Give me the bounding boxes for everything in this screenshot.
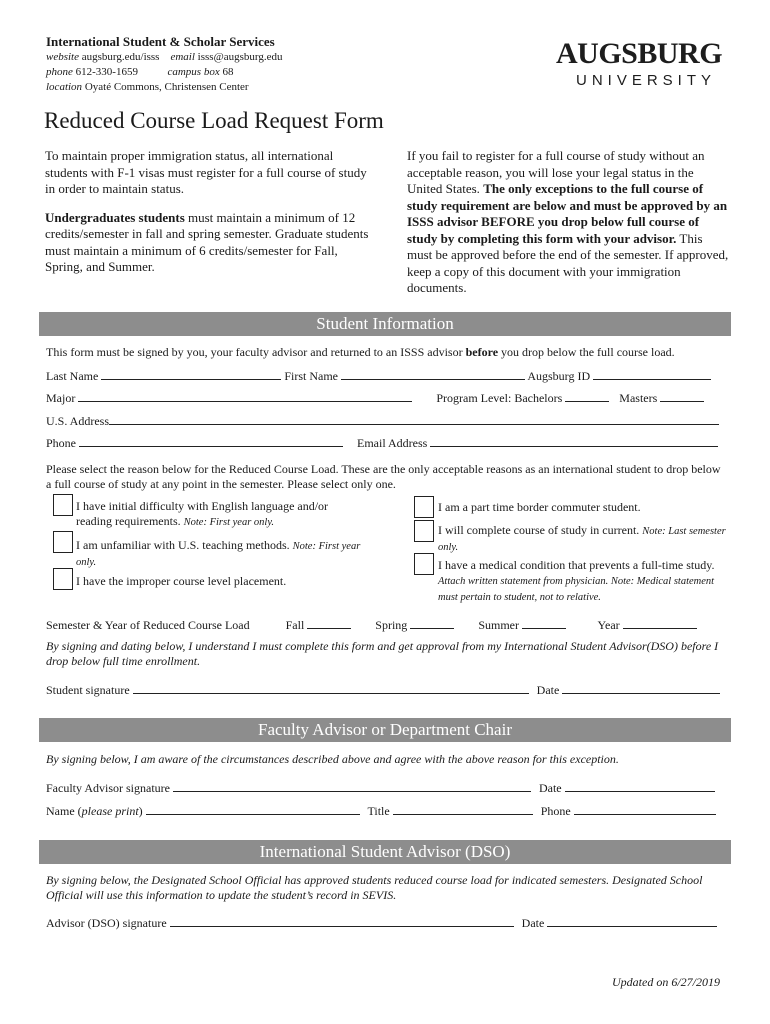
reason-5 [438, 523, 728, 555]
campus-box-value: 68 [222, 66, 234, 78]
email-link[interactable]: isss@augsburg.edu [197, 51, 283, 63]
spring-field[interactable] [410, 617, 454, 629]
year-field[interactable] [623, 617, 697, 629]
reason-checkbox-3[interactable] [53, 568, 73, 590]
location-value: Oyaté Commons, Christensen Center [84, 81, 249, 93]
reason-2 [76, 538, 361, 570]
faculty-date-label: Date [538, 781, 562, 795]
reason-6 [438, 558, 728, 605]
intro-right-p1: If you fail to register for a full course of study without an acceptable reason, you will lose your legal status in the United States. [407, 148, 705, 196]
reason-2-note: Note: First year only. [76, 541, 361, 568]
website-label: website [46, 51, 79, 63]
student-instruction [46, 345, 736, 360]
intro-left [45, 148, 370, 276]
name-close: ) [138, 804, 143, 818]
last-name-field[interactable] [101, 368, 281, 380]
faculty-name-field[interactable] [146, 803, 360, 815]
student-signature-field[interactable] [133, 682, 529, 694]
masters-field[interactable] [660, 390, 704, 402]
reason-4-text: I am a part time border commuter student. [438, 500, 641, 514]
major-field[interactable] [78, 390, 412, 402]
undergrad-rest: must maintain a minimum of 12 credits/semester in fall and spring semester. Graduate students must maintain a minimum of 6 credits/semester for Fall, Spring, and Summer. [45, 209, 369, 274]
year-label: Year [597, 618, 620, 632]
intro-right-p2: This must be approved before the end of the semester. If approved, keep a copy of this document with your immigration documents. [407, 230, 729, 295]
semester-row [46, 617, 697, 633]
summer-field[interactable] [522, 617, 566, 629]
updated-date: Updated on 6/27/2019 [612, 975, 720, 989]
faculty-signature-row [46, 780, 715, 796]
reason-3-text: I have the improper course level placement. [76, 574, 287, 588]
reason-checkbox-4[interactable] [414, 496, 434, 518]
reason-1-note: Note: First year only. [183, 517, 275, 528]
reason-4 [438, 500, 728, 515]
email-address-field[interactable] [430, 435, 718, 447]
first-name-field[interactable] [341, 368, 525, 380]
name-print-hint: please print [81, 804, 139, 818]
reason-5-note: Note: Last semester only. [438, 526, 726, 553]
dso-signature-row [46, 915, 717, 931]
faculty-date-field[interactable] [565, 780, 715, 792]
title-field[interactable] [393, 803, 533, 815]
intro-right-bold: The only exceptions to the full course of study requirement are below and must be approved by an ISSS advisor BEFORE you drop below full course of study by completing this form with your advisor. [407, 181, 728, 246]
dso-date-label: Date [521, 916, 545, 930]
instruction-bold: before [465, 345, 499, 359]
student-agreement: By signing and dating below, I understand I must complete this form and get approval from my International Student Advisor(DSO) before I drop below full time enrollment. [46, 639, 719, 668]
campus-box-label: campus box [167, 66, 220, 78]
fall-field[interactable] [307, 617, 351, 629]
faculty-heading: Faculty Advisor or Department Chair [39, 718, 731, 742]
undergrad-bold: Undergraduates students [45, 209, 185, 225]
reason-3 [76, 574, 361, 589]
reason-checkbox-6[interactable] [414, 553, 434, 575]
summer-label: Summer [478, 618, 519, 632]
student-info-heading: Student Information [39, 312, 731, 336]
intro-right [407, 148, 729, 297]
major-label: Major [46, 391, 76, 405]
us-address-label: U.S. Address [46, 414, 110, 428]
spring-label: Spring [375, 618, 408, 632]
phone-label: Phone [46, 436, 76, 450]
contact-info [46, 50, 282, 95]
reason-2-text: I am unfamiliar with U.S. teaching methods. [76, 538, 290, 552]
reason-checkbox-5[interactable] [414, 520, 434, 542]
phone-value: 612-330-1659 [75, 66, 138, 78]
dso-heading: International Student Advisor (DSO) [39, 840, 731, 864]
page-title: Reduced Course Load Request Form [44, 108, 384, 133]
augsburg-logo [556, 37, 723, 89]
reason-checkbox-1[interactable] [53, 494, 73, 516]
faculty-phone-label: Phone [540, 804, 571, 818]
email-address-label: Email Address [357, 436, 428, 450]
dso-signature-label: Advisor (DSO) signature [46, 916, 167, 930]
name-label: Name ( [46, 804, 82, 818]
email-label: email [170, 51, 195, 63]
reason-1-text: I have initial difficulty with English language and/or reading requirements. [76, 499, 329, 528]
masters-label: Masters [619, 391, 658, 405]
augsburg-id-label: Augsburg ID [527, 369, 591, 383]
name-row [46, 368, 711, 384]
student-date-label: Date [536, 683, 560, 697]
logo-wordmark: AUGSBURG [556, 37, 723, 70]
faculty-signature-field[interactable] [173, 780, 531, 792]
faculty-name-row [46, 803, 716, 819]
reason-checkbox-2[interactable] [53, 531, 73, 553]
reason-intro: Please select the reason below for the Reduced Course Load. These are the only acceptable reasons as an international student to drop below a full course of study at any point in the semester. Please select only one. [46, 462, 721, 491]
major-row [46, 390, 704, 406]
dso-signature-field[interactable] [170, 915, 514, 927]
intro-paragraph-1: To maintain proper immigration status, all international students with F-1 visas must register for a full course of study in order to maintain status. [45, 148, 367, 196]
faculty-phone-field[interactable] [574, 803, 716, 815]
first-name-label: First Name [284, 369, 338, 383]
instruction-pre: This form must be signed by you, your faculty advisor and returned to an ISSS advisor [46, 345, 466, 359]
org-name: International Student & Scholar Services [46, 34, 275, 49]
us-address-field[interactable] [109, 413, 719, 425]
student-date-field[interactable] [562, 682, 720, 694]
bachelors-field[interactable] [565, 390, 609, 402]
phone-label: phone [46, 66, 73, 78]
faculty-statement: By signing below, I am aware of the circumstances described above and agree with the above reason for this exception. [46, 752, 619, 766]
logo-university: UNIVERSITY [576, 72, 717, 89]
address-row [46, 413, 719, 429]
title-label: Title [367, 804, 390, 818]
reason-5-text: I will complete course of study in current. [438, 523, 640, 537]
program-level-label: Program Level: [436, 391, 512, 405]
last-name-label: Last Name [46, 369, 99, 383]
fall-label: Fall [285, 618, 305, 632]
semester-label: Semester & Year of Reduced Course Load [46, 618, 250, 632]
reason-1 [76, 499, 361, 530]
dso-statement: By signing below, the Designated School Official has approved students reduced course load for indicated semesters. Designated School Official will use this information to update the student’s record in SEVIS. [46, 873, 703, 902]
instruction-post: you drop below the full course load. [498, 345, 675, 359]
reason-6-text: I have a medical condition that prevents a full-time study. [438, 558, 715, 572]
contact-row [46, 435, 718, 451]
bachelors-label: Bachelors [514, 391, 563, 405]
intro-paragraph-2 [45, 210, 370, 276]
augsburg-id-field[interactable] [593, 368, 711, 380]
dso-date-field[interactable] [547, 915, 717, 927]
student-signature-label: Student signature [46, 683, 130, 697]
website-link[interactable]: augsburg.edu/isss [81, 51, 160, 63]
location-label: location [46, 81, 83, 93]
reason-6-note: Attach written statement from physician. Note: Medical statement must pertain to student, not to relative. [438, 576, 715, 603]
faculty-signature-label: Faculty Advisor signature [46, 781, 170, 795]
phone-field[interactable] [79, 435, 343, 447]
student-signature-row [46, 682, 720, 698]
